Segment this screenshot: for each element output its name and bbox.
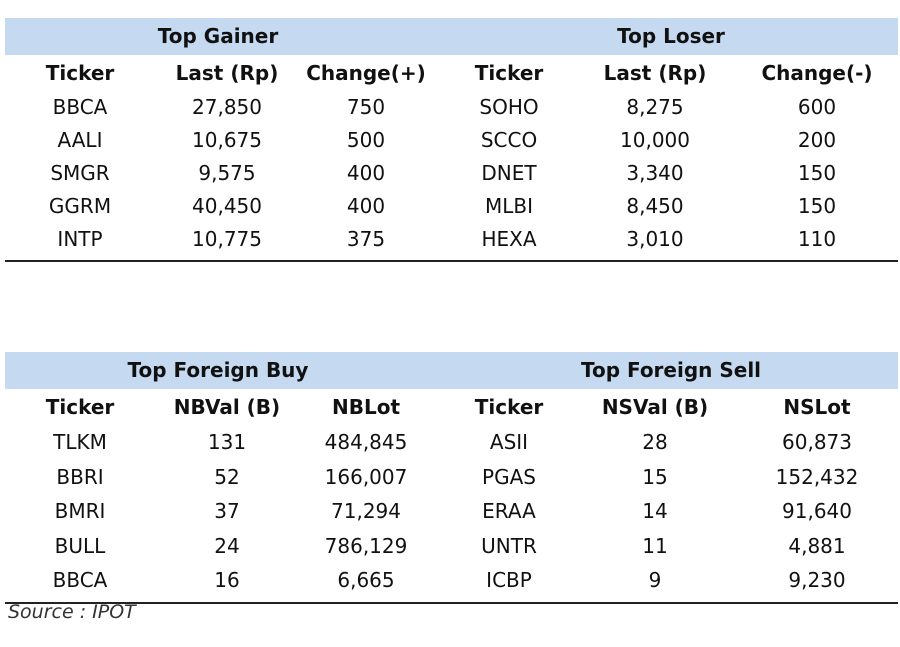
last-price-cell: 3,340 [626,161,684,185]
lot-cell: 152,432 [775,464,859,489]
lot-cell: 484,845 [324,430,408,454]
change-cell: 375 [346,227,386,251]
column-header-row [5,55,898,91]
ticker-cell: BMRI [54,499,106,523]
table-bottom-rule [5,260,898,262]
table-row [5,91,898,124]
col-change-plus: Change(+) [306,61,426,85]
lot-cell: 91,640 [782,499,852,523]
group-header-band [5,18,898,55]
top-foreign-sell-title: Top Foreign Sell [580,358,762,382]
lot-cell: 166,007 [324,464,408,489]
change-cell: 750 [346,95,386,119]
ticker-cell: DNET [481,161,537,185]
group-header-band [5,352,898,389]
ticker-cell: BBCA [52,568,108,592]
col-nbval: NBVal (B) [173,395,281,419]
change-cell: 200 [797,128,837,152]
ticker-cell: HEXA [481,227,537,251]
value-cell: 16 [214,568,240,592]
source-note: Source : IPOT [8,601,136,623]
ticker-cell: BULL [54,533,106,558]
ticker-cell: ERAA [482,499,536,523]
col-ticker-gainer: Ticker [45,61,115,85]
lot-cell: 786,129 [324,533,408,558]
lot-cell: 60,873 [782,430,852,454]
value-cell: 14 [642,499,668,523]
change-cell: 150 [797,161,837,185]
change-cell: 400 [346,194,386,218]
ticker-cell: INTP [57,227,103,251]
last-price-cell: 10,775 [192,227,262,251]
col-change-minus: Change(-) [761,61,873,85]
table-row [5,124,898,157]
ticker-cell: BBCA [52,95,108,119]
value-cell: 15 [642,464,668,489]
top-foreign-buy-title: Top Foreign Buy [127,358,309,382]
column-header-row [5,389,898,425]
ticker-cell: AALI [57,128,103,152]
table-row [5,223,898,256]
value-cell: 28 [642,430,668,454]
col-ticker-loser: Ticker [474,61,544,85]
table-row [5,563,898,598]
col-nblot: NBLot [331,395,401,419]
change-cell: 110 [797,227,837,251]
ticker-cell: BBRI [56,464,104,489]
table-row [5,460,898,495]
last-price-cell: 9,575 [198,161,256,185]
ticker-cell: ICBP [486,568,532,592]
ticker-cell: UNTR [481,533,537,558]
col-last-gainer: Last (Rp) [175,61,279,85]
value-cell: 9 [648,568,662,592]
col-last-loser: Last (Rp) [603,61,707,85]
last-price-cell: 8,275 [626,95,684,119]
ticker-cell: TLKM [53,430,107,454]
ticker-cell: GGRM [48,194,112,218]
ticker-cell: SMGR [50,161,110,185]
change-cell: 150 [797,194,837,218]
lot-cell: 71,294 [331,499,401,523]
ticker-cell: SCCO [480,128,538,152]
table-bottom-rule [5,602,898,604]
last-price-cell: 8,450 [626,194,684,218]
change-cell: 600 [797,95,837,119]
table-row [5,157,898,190]
col-nsval: NSVal (B) [601,395,709,419]
last-price-cell: 3,010 [626,227,684,251]
table-row [5,494,898,529]
value-cell: 11 [642,533,668,558]
lot-cell: 9,230 [788,568,846,592]
ticker-cell: PGAS [482,464,536,489]
ticker-cell: ASII [489,430,529,454]
col-ticker-buy: Ticker [45,395,115,419]
last-price-cell: 10,675 [192,128,262,152]
table-row [5,529,898,564]
col-ticker-sell: Ticker [474,395,544,419]
top-loser-title: Top Loser [617,24,725,48]
lot-cell: 6,665 [337,568,395,592]
change-cell: 400 [346,161,386,185]
value-cell: 24 [214,533,240,558]
table-row [5,190,898,223]
value-cell: 37 [214,499,240,523]
value-cell: 52 [214,464,240,489]
ticker-cell: MLBI [484,194,534,218]
top-gainer-title: Top Gainer [157,24,279,48]
value-cell: 131 [207,430,247,454]
ticker-cell: SOHO [479,95,539,119]
table-row [5,425,898,460]
last-price-cell: 40,450 [192,194,262,218]
last-price-cell: 27,850 [192,95,262,119]
last-price-cell: 10,000 [620,128,690,152]
lot-cell: 4,881 [788,533,846,558]
change-cell: 500 [346,128,386,152]
top-gainer-loser-table [5,18,898,262]
col-nslot: NSLot [783,395,851,419]
top-foreign-buy-sell-table [5,352,898,604]
